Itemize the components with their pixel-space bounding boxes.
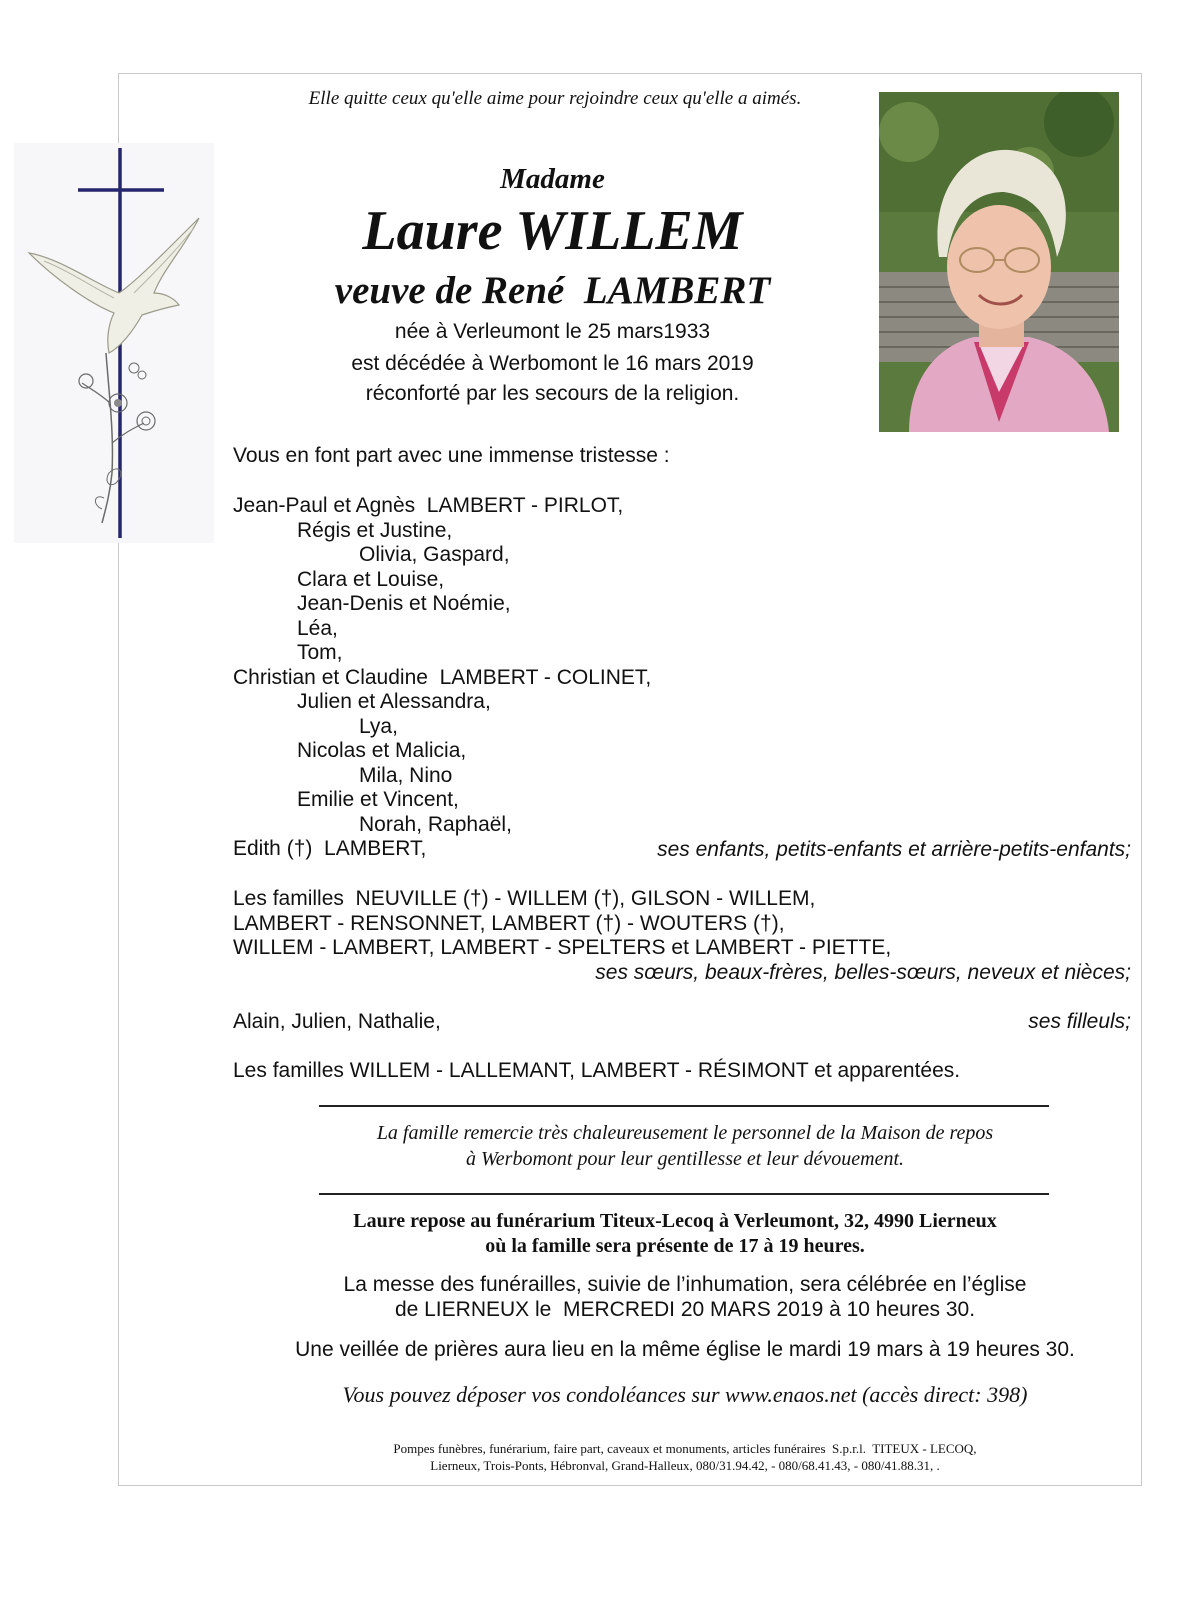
family-member-line: Christian et Claudine LAMBERT - COLINET, xyxy=(233,665,652,689)
comfort-line: réconforté par les secours de la religion. xyxy=(365,382,740,405)
announcement-intro: Vous en font part avec une immense tristesse : xyxy=(233,444,670,467)
family-member-line: Mila, Nino xyxy=(359,763,453,787)
mass-line: La messe des funérailles, suivie de l’inhumation, sera célébrée en l’église xyxy=(343,1273,1027,1296)
family-member-line: Edith (†) LAMBERT, xyxy=(233,837,427,860)
family-member-line: Olivia, Gaspard, xyxy=(359,543,510,566)
family-member-line: Norah, Raphaël, xyxy=(359,812,512,836)
mass-line: de LIERNEUX le MERCREDI 20 MARS 2019 à 10 heures 30. xyxy=(394,1298,976,1321)
family-member-line: Clara et Louise, xyxy=(297,567,445,591)
thanks-line: La famille remercie très chaleureusement le personnel de la Maison de repos xyxy=(376,1122,994,1144)
footer-line: Lierneux, Trois-Ponts, Hébronval, Grand-Halleux, 080/31.94.42, - 080/68.41.43, - 080/41.88.31, . xyxy=(430,1458,940,1473)
family-member-line: Jean-Paul et Agnès LAMBERT - PIRLOT, xyxy=(233,494,624,517)
repose-line: Laure repose au funérarium Titeux-Lecoq à Verleumont, 32, 4990 Lierneux xyxy=(353,1210,997,1232)
siblings-line: LAMBERT - RENSONNET, LAMBERT (†) - WOUTERS (†), xyxy=(233,912,785,935)
godchildren: Alain, Julien, Nathalie, xyxy=(233,1010,441,1033)
condolences-line: Vous pouvez déposer vos condoléances sur www.enaos.net (accès direct: 398) xyxy=(342,1382,1028,1407)
related-families: Les familles WILLEM - LALLEMANT, LAMBERT - RÉSIMONT et apparentées. xyxy=(233,1059,961,1082)
family-member-line: Julien et Alessandra, xyxy=(297,690,491,713)
honorific: Madame xyxy=(500,163,605,195)
repose-line: où la famille sera présente de 17 à 19 heures. xyxy=(485,1235,865,1257)
children-role: ses enfants, petits-enfants et arrière-petits-enfants; xyxy=(657,838,1131,861)
siblings-line: WILLEM - LAMBERT, LAMBERT - SPELTERS et LAMBERT - PIETTE, xyxy=(233,936,892,959)
family-member-line: Tom, xyxy=(297,641,343,664)
family-member-line: Emilie et Vincent, xyxy=(297,788,459,811)
birth-line: née à Verleumont le 25 mars1933 xyxy=(394,320,711,343)
thanks-line: à Werbomont pour leur gentillesse et leur dévouement. xyxy=(465,1148,905,1170)
godchildren-role: ses filleuls; xyxy=(1028,1010,1131,1033)
family-member-line: Nicolas et Malicia, xyxy=(297,739,467,762)
footer-line: Pompes funèbres, funérarium, faire part, caveaux et monuments, articles funéraires S.p.r.l. TITEUX - LECOQ, xyxy=(393,1441,977,1456)
opening-quote: Elle quitte ceux qu'elle aime pour rejoindre ceux qu'elle a aimés. xyxy=(308,88,802,109)
death-line: est décédée à Werbomont le 16 mars 2019 xyxy=(351,352,754,375)
family-member-line: Lya, xyxy=(359,714,398,738)
family-member-line: Léa, xyxy=(297,616,338,640)
siblings-role: ses sœurs, beaux-frères, belles-sœurs, neveux et nièces; xyxy=(595,961,1131,984)
deceased-name: Laure WILLEM xyxy=(362,200,743,262)
divider xyxy=(319,1193,1049,1195)
vigil-line: Une veillée de prières aura lieu en la même église le mardi 19 mars à 19 heures 30. xyxy=(295,1338,1075,1361)
siblings-line: Les familles NEUVILLE (†) - WILLEM (†), GILSON - WILLEM, xyxy=(233,887,816,910)
divider xyxy=(319,1105,1049,1107)
family-member-line: Jean-Denis et Noémie, xyxy=(297,592,511,615)
widow-line: veuve de René LAMBERT xyxy=(334,269,771,312)
family-member-line: Régis et Justine, xyxy=(297,518,453,542)
